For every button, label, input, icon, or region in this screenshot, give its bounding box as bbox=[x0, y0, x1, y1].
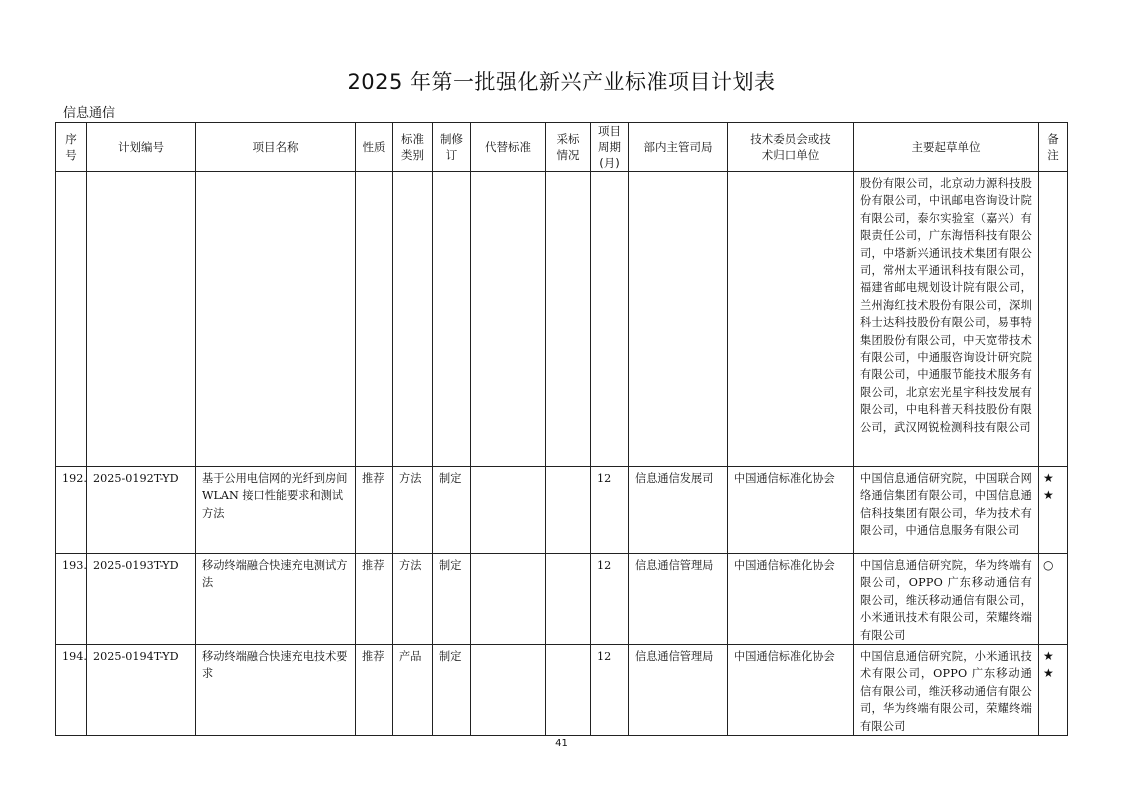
section-label: 信息通信 bbox=[63, 106, 116, 121]
plan-no-cell: 2025-0192T-YD bbox=[87, 467, 196, 554]
nature-cell: 推荐 bbox=[356, 467, 393, 554]
replace-cell bbox=[471, 467, 546, 554]
star-icon: ★ bbox=[1043, 666, 1054, 681]
header-period: 项目周期(月) bbox=[591, 123, 629, 172]
adopt-cell bbox=[546, 645, 591, 736]
plan-no-cell: 2025-0193T-YD bbox=[87, 554, 196, 645]
star-icon: ★ bbox=[1043, 649, 1054, 664]
header-note: 备注 bbox=[1039, 123, 1068, 172]
revision-cell: 制定 bbox=[433, 554, 471, 645]
drafters-cell: 中国信息通信研究院，华为终端有限公司，OPPO 广东移动通信有限公司，维沃移动通信有限公司，小米通讯技术有限公司，荣耀终端有限公司 bbox=[854, 554, 1039, 645]
seq-cell: 193. bbox=[56, 554, 87, 645]
drafters-cell: 股份有限公司，北京动力源科技股份有限公司，中讯邮电咨询设计院有限公司，泰尔实验室（嘉兴）有限责任公司，广东海悟科技有限公司，中塔新兴通讯技术集团有限公司，常州太平通讯科技有限公司，福建省邮电规划设计院有限公司，兰州海红技术股份有限公司，深圳科士达科技股份有限公司，易事特集团股份有限公司，中天宽带技术有限公司，中通服咨询设计研究院有限公司，中通服节能技术服务有限公司，北京宏光星宇科技发展有限公司，中电科普天科技股份有限公司，武汉网锐检测科技有限公司 bbox=[854, 172, 1039, 467]
table-header-row bbox=[56, 123, 1068, 172]
note-cell bbox=[1039, 554, 1068, 645]
dept-cell: 信息通信管理局 bbox=[629, 645, 728, 736]
header-adopt: 采标情况 bbox=[546, 123, 591, 172]
adopt-cell bbox=[546, 467, 591, 554]
revision-cell: 制定 bbox=[433, 467, 471, 554]
header-name: 项目名称 bbox=[196, 123, 356, 172]
header-seq: 序号 bbox=[56, 123, 87, 172]
seq-cell: 192. bbox=[56, 467, 87, 554]
project-name-cell: 移动终端融合快速充电测试方法 bbox=[196, 554, 356, 645]
tc-cell: 中国通信标准化协会 bbox=[728, 467, 854, 554]
header-nature: 性质 bbox=[356, 123, 393, 172]
circle-icon: ○ bbox=[1043, 558, 1054, 572]
nature-cell: 推荐 bbox=[356, 645, 393, 736]
header-tc: 技术委员会或技术归口单位 bbox=[728, 123, 854, 172]
replace-cell bbox=[471, 645, 546, 736]
period-cell: 12 bbox=[591, 467, 629, 554]
dept-cell: 信息通信管理局 bbox=[629, 554, 728, 645]
drafters-cell: 中国信息通信研究院，小米通讯技术有限公司，OPPO 广东移动通信有限公司，维沃移动通信有限公司，华为终端有限公司，荣耀终端有限公司 bbox=[854, 645, 1039, 736]
tc-cell: 中国通信标准化协会 bbox=[728, 645, 854, 736]
std-type-cell: 方法 bbox=[393, 554, 433, 645]
table-row bbox=[56, 554, 1068, 645]
period-cell: 12 bbox=[591, 554, 629, 645]
plan-no-cell: 2025-0194T-YD bbox=[87, 645, 196, 736]
header-std-type: 标准类别 bbox=[393, 123, 433, 172]
header-drafters: 主要起草单位 bbox=[854, 123, 1039, 172]
header-plan-no: 计划编号 bbox=[87, 123, 196, 172]
table-row bbox=[56, 467, 1068, 554]
tc-cell: 中国通信标准化协会 bbox=[728, 554, 854, 645]
adopt-cell bbox=[546, 554, 591, 645]
header-dept: 部内主管司局 bbox=[629, 123, 728, 172]
project-name-cell: 基于公用电信网的光纤到房间 WLAN 接口性能要求和测试方法 bbox=[196, 467, 356, 554]
star-icon: ★ bbox=[1043, 488, 1054, 502]
revision-cell: 制定 bbox=[433, 645, 471, 736]
header-revision: 制修订 bbox=[433, 123, 471, 172]
seq-cell: 194. bbox=[56, 645, 87, 736]
project-name-cell: 移动终端融合快速充电技术要求 bbox=[196, 645, 356, 736]
note-cell bbox=[1039, 645, 1068, 736]
period-cell: 12 bbox=[591, 645, 629, 736]
star-icon: ★ bbox=[1043, 471, 1054, 485]
table-row bbox=[56, 645, 1068, 736]
std-type-cell: 方法 bbox=[393, 467, 433, 554]
std-type-cell: 产品 bbox=[393, 645, 433, 736]
page-number: 41 bbox=[555, 738, 568, 749]
note-cell bbox=[1039, 467, 1068, 554]
table-row-continuation bbox=[56, 172, 1068, 467]
page-title: 2025 年第一批强化新兴产业标准项目计划表 bbox=[347, 70, 776, 94]
replace-cell bbox=[471, 554, 546, 645]
dept-cell: 信息通信发展司 bbox=[629, 467, 728, 554]
standards-plan-table bbox=[55, 122, 1068, 736]
nature-cell: 推荐 bbox=[356, 554, 393, 645]
header-replace: 代替标准 bbox=[471, 123, 546, 172]
drafters-cell: 中国信息通信研究院，中国联合网络通信集团有限公司，中国信息通信科技集团有限公司，华为技术有限公司，中通信息服务有限公司 bbox=[854, 467, 1039, 554]
